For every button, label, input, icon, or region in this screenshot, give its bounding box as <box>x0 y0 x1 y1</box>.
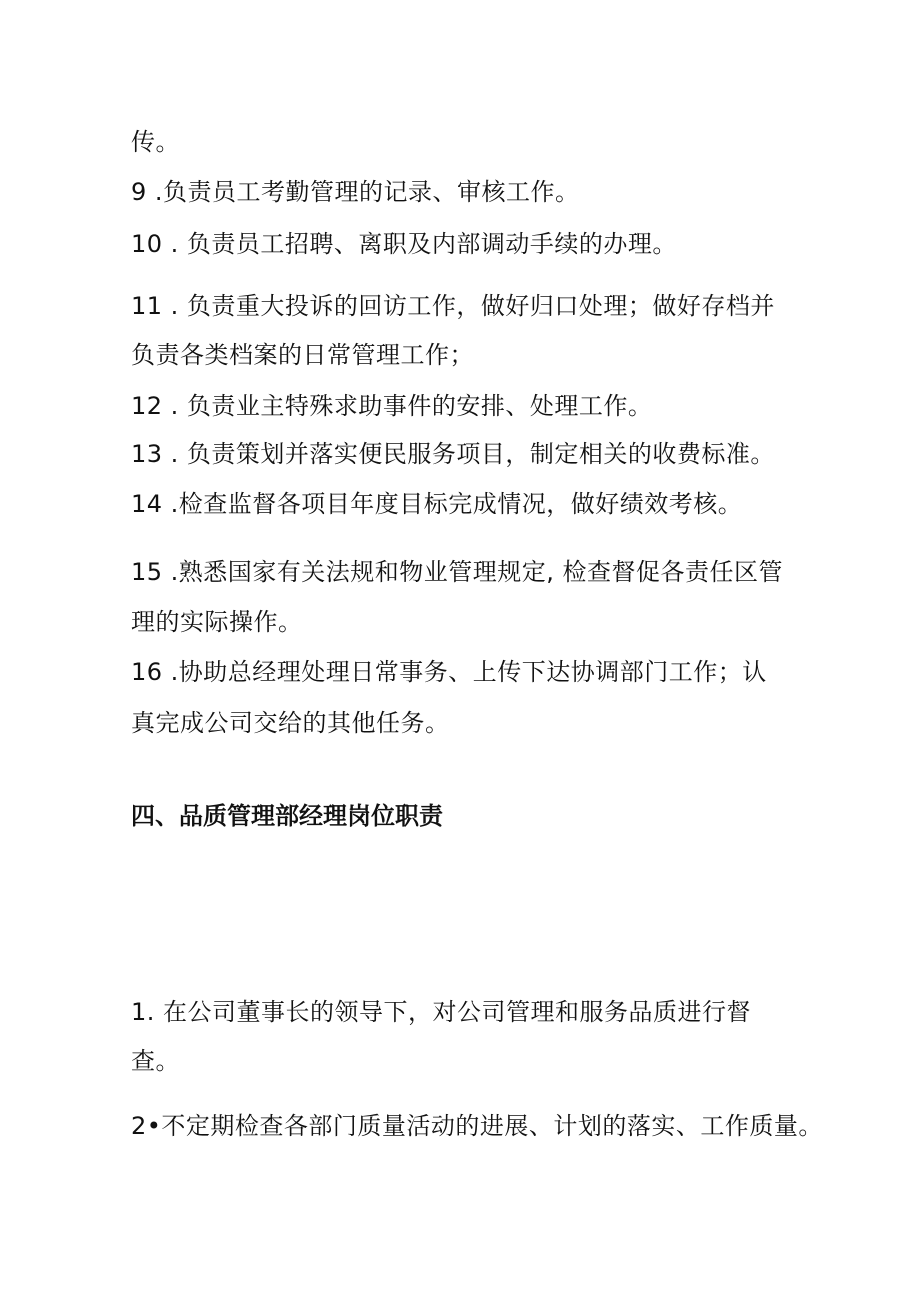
section-heading: 四、品质管理部经理岗位职责 <box>131 802 443 830</box>
list-item-15-continued: 理的实际操作。 <box>131 608 303 636</box>
list-item-9: 9 .负责员工考勤管理的记录、审核工作。 <box>131 178 580 206</box>
section-item-1-continued: 查。 <box>131 1047 180 1075</box>
section-item-2: 2•不定期检查各部门质量活动的进展、计划的落实、工作质量。 <box>131 1112 823 1140</box>
list-item-12: 12 . 负责业主特殊求助事件的安排、处理工作。 <box>131 392 653 420</box>
list-item-16: 16 .协助总经理处理日常事务、上传下达协调部门工作；认 <box>131 658 767 686</box>
list-item-11: 11 . 负责重大投诉的回访工作，做好归口处理；做好存档并 <box>131 292 775 320</box>
list-item-16-continued: 真完成公司交给的其他任务。 <box>131 709 450 737</box>
list-item-10: 10 . 负责员工招聘、离职及内部调动手续的办理。 <box>131 230 677 258</box>
list-item-13: 13 . 负责策划并落实便民服务项目，制定相关的收费标准。 <box>131 440 775 468</box>
list-item-14: 14 .检查监督各项目年度目标完成情况，做好绩效考核。 <box>131 490 743 518</box>
list-item-15: 15 .熟悉国家有关法规和物业管理规定, 检查督促各责任区管 <box>131 558 784 586</box>
list-item-11-continued: 负责各类档案的日常管理工作； <box>131 341 474 369</box>
section-item-1: 1. 在公司董事长的领导下，对公司管理和服务品质进行督 <box>131 998 752 1026</box>
text-line: 传。 <box>131 128 180 156</box>
